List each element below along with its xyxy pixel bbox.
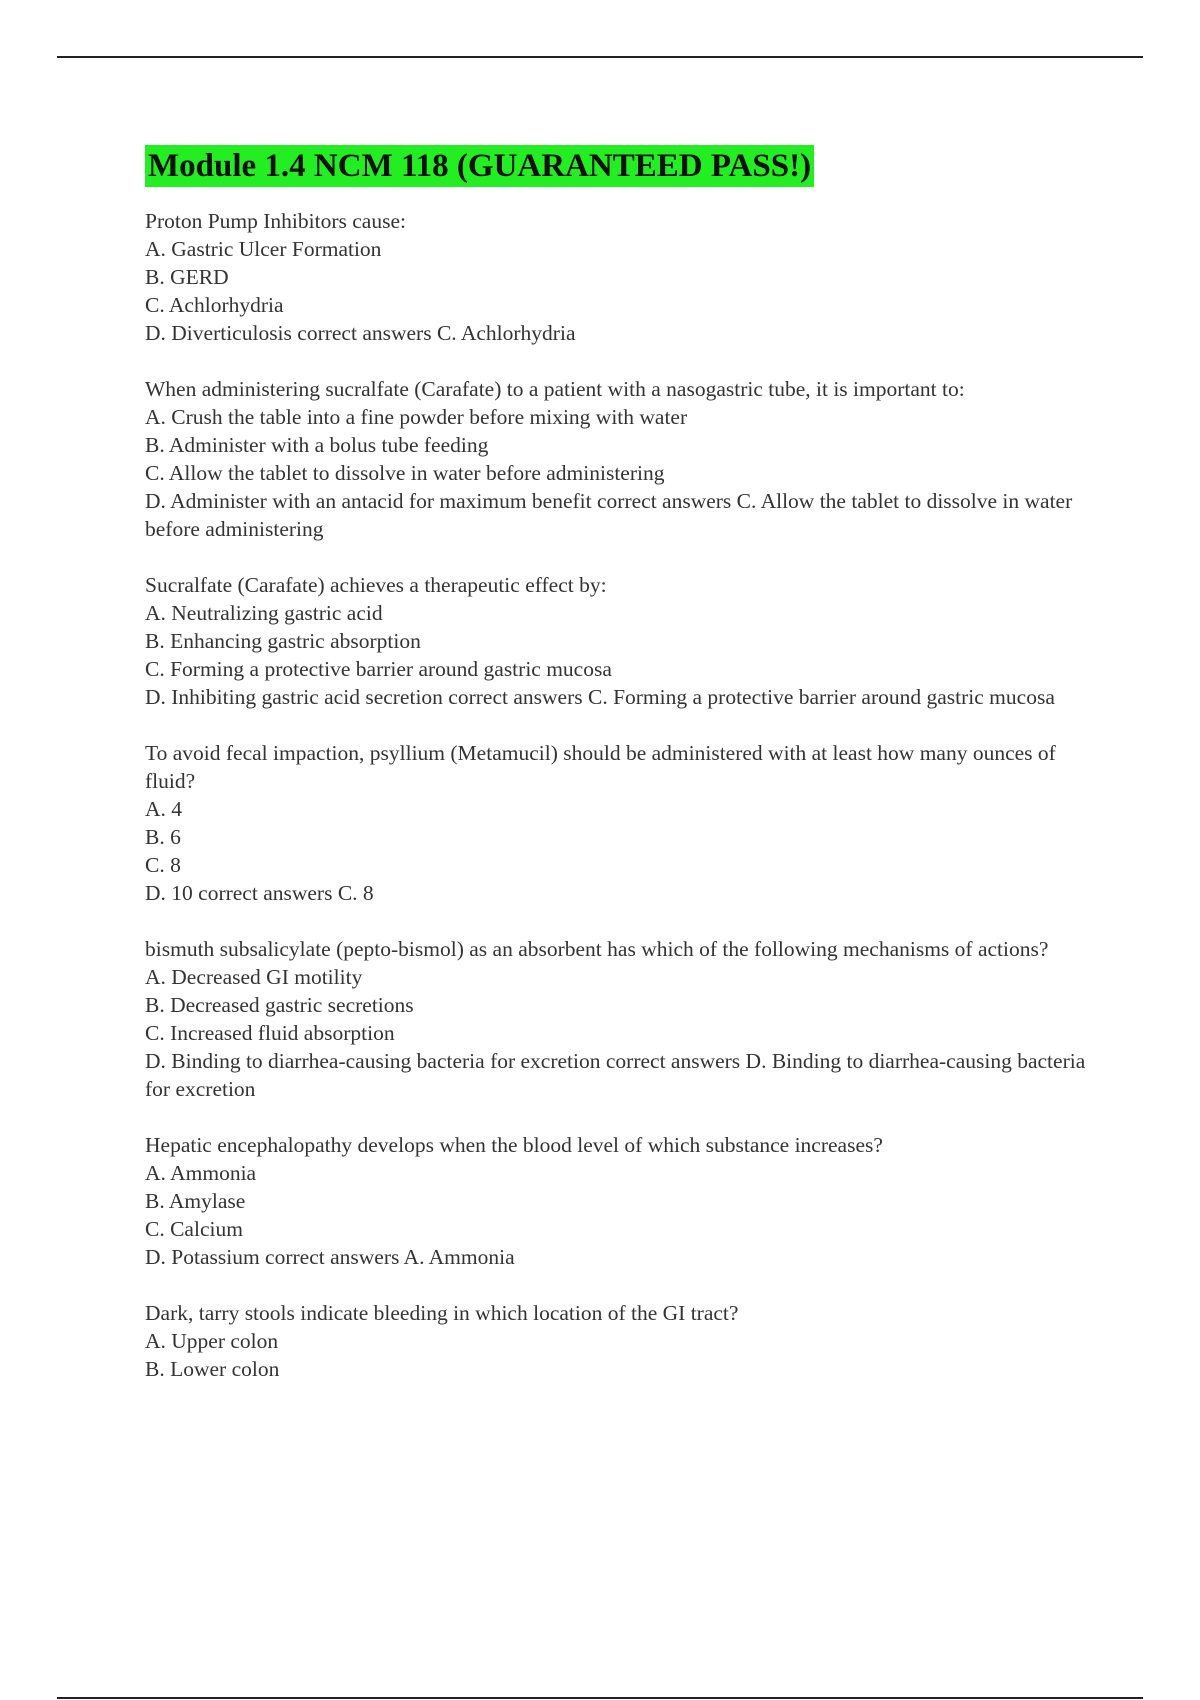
document-title: Module 1.4 NCM 118 (GUARANTEED PASS!) — [145, 145, 814, 187]
option-d-with-answer: D. Binding to diarrhea-causing bacteria for excretion correct answers D. Binding to diarrhea-causing bacteria for excretion — [145, 1049, 1086, 1101]
option-b: B. 6 — [145, 825, 181, 849]
question-4 — [145, 739, 1095, 907]
option-b: B. Amylase — [145, 1189, 246, 1213]
option-b: B. Lower colon — [145, 1357, 280, 1381]
top-rule — [57, 56, 1143, 58]
option-a: A. Upper colon — [145, 1329, 279, 1353]
option-a: A. 4 — [145, 797, 183, 821]
option-a: A. Ammonia — [145, 1161, 257, 1185]
option-d-with-answer: D. Diverticulosis correct answers C. Achlorhydria — [145, 321, 576, 345]
option-a: A. Neutralizing gastric acid — [145, 601, 383, 625]
option-c: C. Achlorhydria — [145, 293, 284, 317]
option-c: C. Calcium — [145, 1217, 243, 1241]
option-b: B. Administer with a bolus tube feeding — [145, 433, 489, 457]
option-d-with-answer: D. Administer with an antacid for maximum benefit correct answers C. Allow the tablet to dissolve in water before administering — [145, 489, 1073, 541]
option-b: B. Enhancing gastric absorption — [145, 629, 421, 653]
option-a: A. Gastric Ulcer Formation — [145, 237, 382, 261]
option-c: C. 8 — [145, 853, 181, 877]
question-text: When administering sucralfate (Carafate) to a patient with a nasogastric tube, it is important to: — [145, 377, 965, 401]
question-text: Sucralfate (Carafate) achieves a therapeutic effect by: — [145, 573, 607, 597]
option-a: A. Crush the table into a fine powder before mixing with water — [145, 405, 688, 429]
option-b: B. Decreased gastric secretions — [145, 993, 414, 1017]
question-2 — [145, 375, 1095, 543]
option-d-with-answer: D. 10 correct answers C. 8 — [145, 881, 374, 905]
option-a: A. Decreased GI motility — [145, 965, 363, 989]
question-1 — [145, 207, 1095, 347]
question-7 — [145, 1299, 1095, 1383]
question-5 — [145, 935, 1095, 1103]
option-d-with-answer: D. Inhibiting gastric acid secretion correct answers C. Forming a protective barrier around gastric mucosa — [145, 685, 1055, 709]
question-text: Proton Pump Inhibitors cause: — [145, 209, 406, 233]
question-3 — [145, 571, 1095, 711]
question-text: Dark, tarry stools indicate bleeding in which location of the GI tract? — [145, 1301, 739, 1325]
document-body — [145, 145, 1095, 1411]
option-d-with-answer: D. Potassium correct answers A. Ammonia — [145, 1245, 515, 1269]
option-c: C. Increased fluid absorption — [145, 1021, 395, 1045]
question-text: To avoid fecal impaction, psyllium (Metamucil) should be administered with at least how many ounces of fluid? — [145, 741, 1056, 793]
question-text: bismuth subsalicylate (pepto-bismol) as an absorbent has which of the following mechanisms of actions? — [145, 937, 1049, 961]
question-text: Hepatic encephalopathy develops when the blood level of which substance increases? — [145, 1133, 883, 1157]
option-b: B. GERD — [145, 265, 229, 289]
question-6 — [145, 1131, 1095, 1271]
bottom-rule — [57, 1697, 1143, 1699]
option-c: C. Allow the tablet to dissolve in water before administering — [145, 461, 665, 485]
option-c: C. Forming a protective barrier around gastric mucosa — [145, 657, 612, 681]
